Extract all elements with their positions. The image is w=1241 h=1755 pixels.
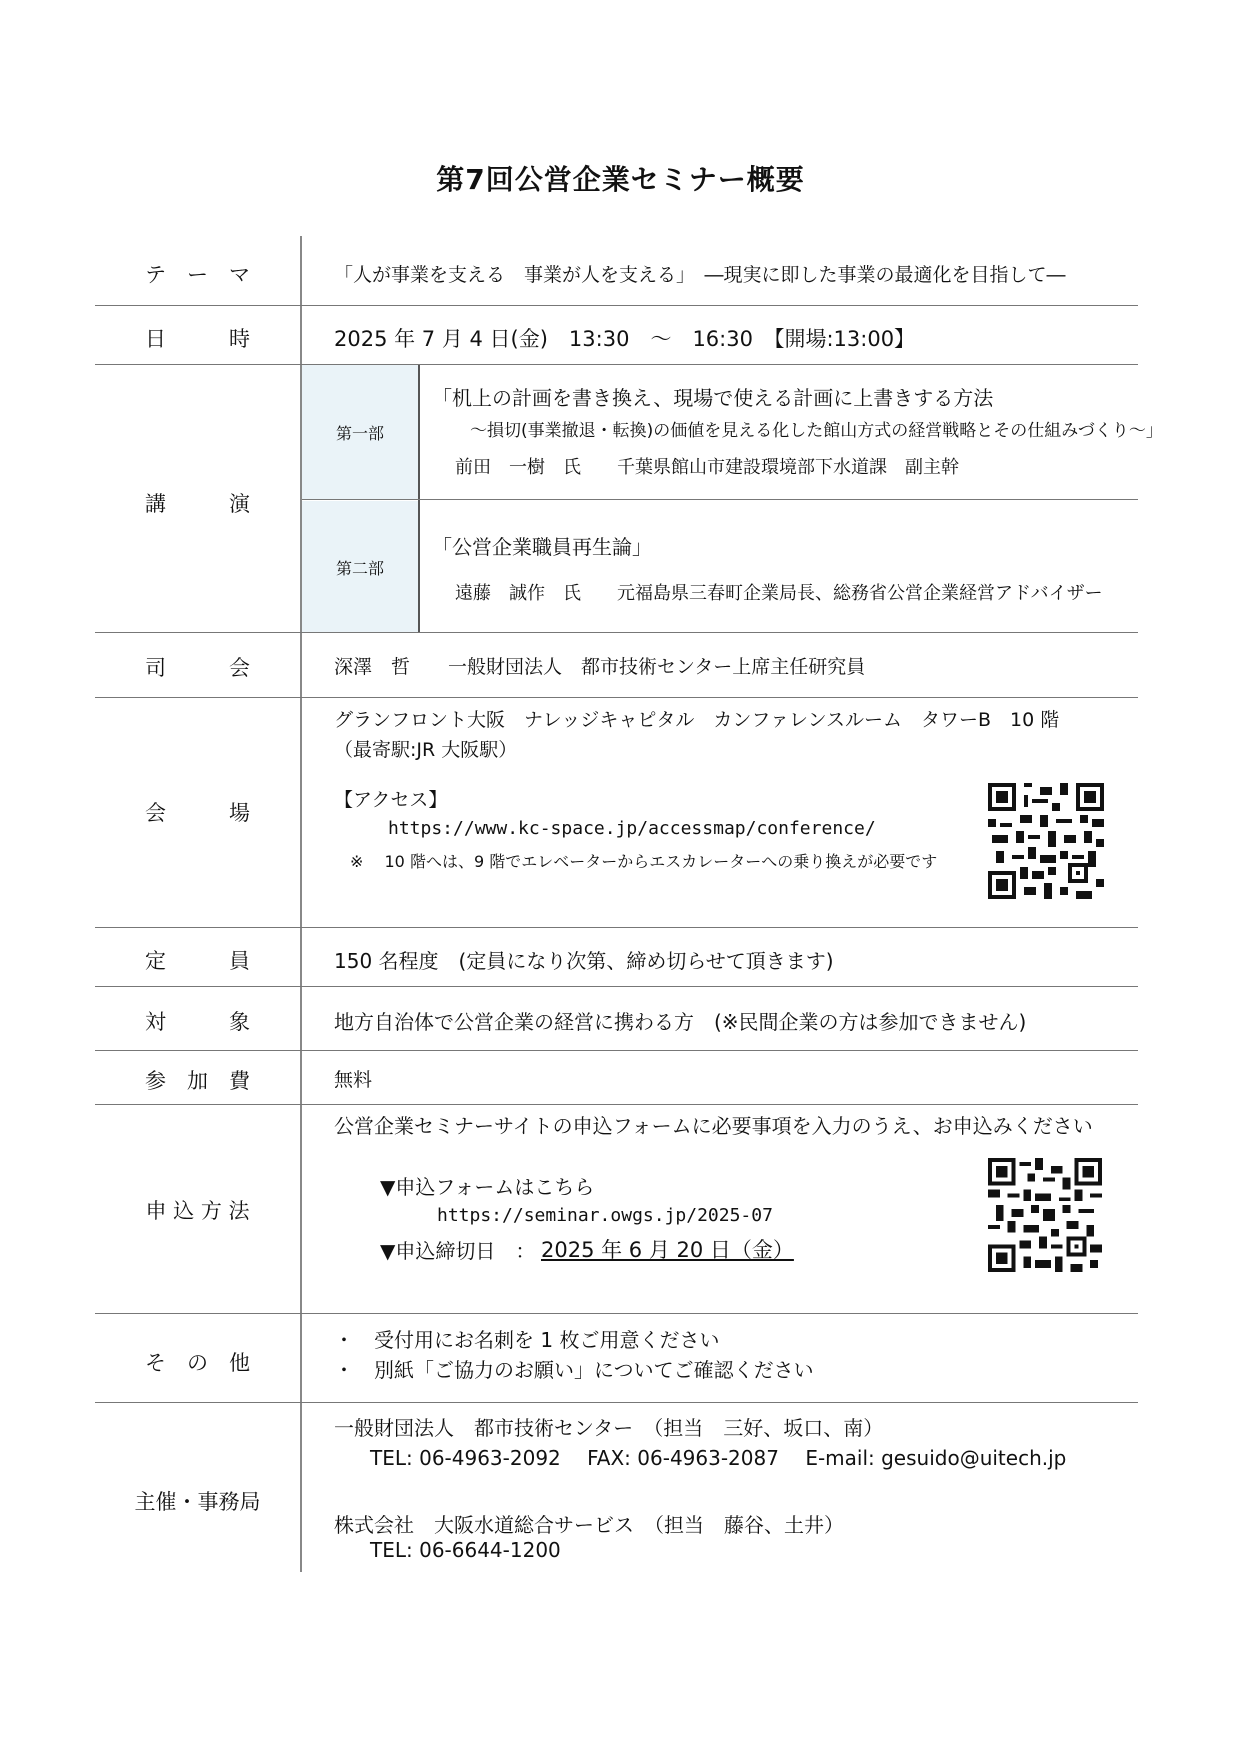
row-divider	[95, 1402, 1138, 1403]
org1-contact: TEL: 06-4963-2092 FAX: 06-4963-2087 E-mail: gesuido@uitech.jp	[370, 1446, 1067, 1470]
part-divider	[302, 499, 1138, 500]
form-heading: ▼申込フォームはこちら	[380, 1175, 595, 1199]
other-item-1: ・ 受付用にお名刺を 1 枚ご用意ください	[334, 1328, 720, 1352]
lecture-label: 講 演	[145, 492, 250, 516]
target-label: 対 象	[145, 1010, 250, 1034]
part1-subtitle: ～損切(事業撤退・転換)の価値を見える化した館山方式の経営戦略とその仕組みづくり～」	[470, 421, 1163, 441]
datetime-value: 2025 年 7 月 4 日(金) 13:30 ～ 16:30 【開場:13:00】	[334, 327, 916, 351]
row-divider	[95, 697, 1138, 698]
org1-name: 一般財団法人 都市技術センター （担当 三好、坂口、南）	[334, 1416, 884, 1440]
apply-line1: 公営企業セミナーサイトの申込フォームに必要事項を入力のうえ、お申込みください	[334, 1114, 1093, 1138]
qr-code-icon[interactable]	[988, 783, 1104, 899]
organizer-label: 主催・事務局	[134, 1490, 261, 1514]
row-divider	[95, 986, 1138, 987]
fee-value: 無料	[334, 1069, 373, 1091]
part2-label: 第二部	[335, 559, 384, 578]
part1-title: 「机上の計画を書き換え、現場で使える計画に上書きする方法	[432, 386, 994, 410]
row-divider	[95, 364, 1138, 365]
venue-line1: グランフロント大阪 ナレッジキャピタル カンファレンスルーム タワーB 10 階	[334, 709, 1060, 731]
theme-value: 「人が事業を支える 事業が人を支える」 ―現実に即した事業の最適化を目指して―	[334, 264, 1066, 286]
deadline-value: 2025 年 6 月 20 日（金）	[541, 1238, 794, 1262]
venue-line2: （最寄駅:JR 大阪駅）	[334, 739, 518, 761]
part2-speaker: 遠藤 誠作 氏 元福島県三春町企業局長、総務省公営企業経営アドバイザー	[455, 583, 1103, 604]
page-title: 第7回公営企業セミナー概要	[436, 163, 805, 196]
access-url[interactable]: https://www.kc-space.jp/accessmap/conference/	[388, 818, 876, 839]
row-divider	[95, 305, 1138, 306]
target-value: 地方自治体で公営企業の経営に携わる方 (※民間企業の方は参加できません)	[334, 1010, 1027, 1034]
capacity-label: 定 員	[145, 949, 250, 973]
other-item-2: ・ 別紙「ご協力のお願い」についてご確認ください	[334, 1358, 814, 1382]
row-divider	[95, 1050, 1138, 1051]
row-divider	[95, 1104, 1138, 1105]
datetime-label: 日 時	[145, 327, 250, 351]
access-heading: 【アクセス】	[334, 789, 448, 811]
org2-name: 株式会社 大阪水道総合サービス （担当 藤谷、土井）	[334, 1513, 844, 1537]
deadline-label: ▼申込締切日 ：	[380, 1239, 536, 1263]
row-divider	[95, 1313, 1138, 1314]
part2-title: 「公営企業職員再生論」	[432, 535, 652, 559]
row-divider	[95, 927, 1138, 928]
theme-label: テ ー マ	[145, 263, 250, 287]
mc-value: 深澤 哲 一般財団法人 都市技術センター上席主任研究員	[334, 656, 866, 678]
form-url[interactable]: https://seminar.owgs.jp/2025-07	[437, 1205, 773, 1226]
part1-speaker: 前田 一樹 氏 千葉県館山市建設環境部下水道課 副主幹	[455, 457, 959, 478]
row-divider	[95, 632, 1138, 633]
other-label: そ の 他	[145, 1351, 250, 1375]
fee-label: 参 加 費	[145, 1069, 250, 1093]
mc-label: 司 会	[145, 656, 250, 680]
apply-label: 申 込 方 法	[145, 1199, 250, 1223]
venue-note: ※ 10 階へは、9 階でエレベーターからエスカレーターへの乗り換えが必要です	[350, 852, 938, 871]
venue-label: 会 場	[145, 801, 250, 825]
capacity-value: 150 名程度 (定員になり次第、締め切らせて頂きます)	[334, 949, 834, 973]
qr-code-icon[interactable]	[988, 1158, 1102, 1272]
org2-contact: TEL: 06-6644-1200	[370, 1538, 561, 1562]
part1-label: 第一部	[335, 424, 384, 443]
